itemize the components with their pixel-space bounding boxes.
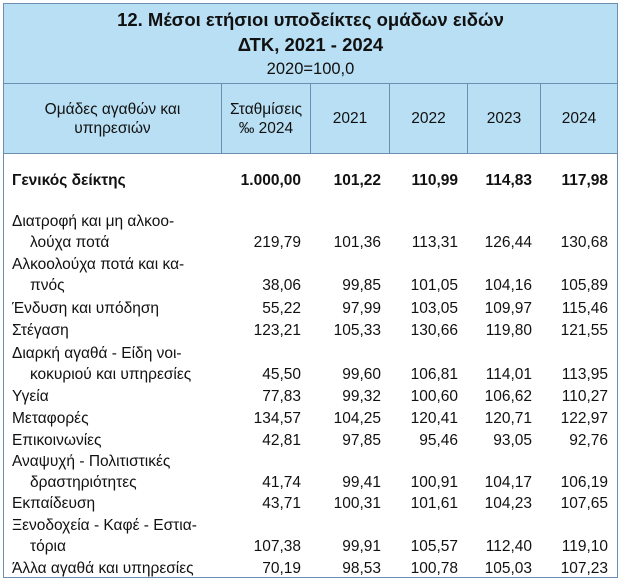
general-index-2021: 101,22 <box>333 172 381 189</box>
row-2022: 101,61 <box>410 495 458 512</box>
row-2024: 110,27 <box>561 388 608 405</box>
row-2024: 113,95 <box>561 366 608 383</box>
row-2023: 104,16 <box>484 277 532 294</box>
row-2023: 120,71 <box>484 410 532 427</box>
row-category-name <box>12 211 217 253</box>
header-2021: 2021 <box>311 84 390 154</box>
row-weight: 123,21 <box>253 322 301 339</box>
header-2024: 2024 <box>541 84 617 154</box>
row-2023: 104,23 <box>484 495 532 512</box>
row-2021: 101,36 <box>333 234 381 251</box>
row-category-name-line1: Εκπαίδευση <box>12 495 96 512</box>
row-2021: 105,33 <box>333 322 381 339</box>
row-2022: 100,60 <box>410 388 458 405</box>
row-2024: 92,76 <box>569 432 608 449</box>
row-category-name-line1: Αναψυχή - Πολιτιστικές <box>12 453 171 470</box>
row-weight: 42,81 <box>262 432 301 449</box>
row-weight: 43,71 <box>262 495 301 512</box>
row-2022: 130,66 <box>410 322 458 339</box>
row-2021: 97,99 <box>342 300 381 317</box>
row-2021: 99,32 <box>342 388 381 405</box>
row-category-name <box>12 515 217 557</box>
row-2022: 120,41 <box>410 410 458 427</box>
row-2021: 98,53 <box>342 560 381 577</box>
row-2023: 105,03 <box>484 560 532 577</box>
row-category-name <box>12 298 217 319</box>
header-2023: 2023 <box>468 84 541 154</box>
row-category-name <box>12 430 217 451</box>
header-category-label: Ομάδες αγαθών και υπηρεσιών <box>44 100 181 137</box>
row-weight: 77,83 <box>262 388 301 405</box>
row-2022: 105,57 <box>410 538 458 555</box>
row-category-name <box>12 493 217 514</box>
row-2024: 121,55 <box>560 322 608 339</box>
row-category-name <box>12 254 217 296</box>
row-category-name-line1: Άλλα αγαθά και υπηρεσίες <box>12 560 194 577</box>
row-2021: 99,41 <box>342 474 381 491</box>
row-2021: 97,85 <box>342 432 381 449</box>
row-category-name-line1: Αλκοολούχα ποτά και κα- <box>12 256 185 273</box>
row-2021: 99,91 <box>342 538 381 555</box>
row-weight: 38,06 <box>262 277 301 294</box>
general-index-name: Γενικός δείκτης <box>12 172 126 189</box>
row-2023: 119,80 <box>485 322 532 339</box>
header-category <box>4 84 222 154</box>
row-2023: 104,17 <box>484 474 532 491</box>
row-2022: 100,78 <box>410 560 458 577</box>
row-2022: 95,46 <box>419 432 458 449</box>
table-subtitle: ΔΤΚ, 2021 - 2024 <box>237 34 384 55</box>
row-2024: 119,10 <box>561 538 608 555</box>
row-2024: 107,23 <box>560 560 608 577</box>
general-index-2023: 114,83 <box>485 172 532 189</box>
row-2023: 93,05 <box>493 432 532 449</box>
table-title: 12. Μέσοι ετήσιοι υποδείκτες ομάδων ειδών <box>117 9 504 30</box>
row-2023: 126,44 <box>484 234 532 251</box>
general-index-2022: 110,99 <box>411 172 458 189</box>
row-category-name-line1: Διαρκή αγαθά - Είδη νοι- <box>12 345 182 362</box>
row-category-name <box>12 343 217 385</box>
index-table <box>3 3 618 578</box>
row-category-name <box>12 451 217 493</box>
row-weight: 219,79 <box>253 234 301 251</box>
row-2024: 115,46 <box>561 300 608 317</box>
row-category-name <box>12 320 217 341</box>
row-category-name-line1: Ένδυση και υπόδηση <box>12 300 160 317</box>
row-weight: 45,50 <box>262 366 301 383</box>
row-2021: 99,85 <box>342 277 381 294</box>
row-2022: 103,05 <box>410 300 458 317</box>
row-2022: 100,91 <box>410 474 458 491</box>
row-category-name <box>12 408 217 429</box>
header-weights-label: Σταθμίσεις ‰ 2024 <box>229 100 303 137</box>
row-2023: 114,01 <box>485 366 532 383</box>
row-category-name <box>12 386 217 407</box>
row-category-name-line1: Επικοινωνίες <box>12 432 102 449</box>
row-category-name-line1: Υγεία <box>12 388 49 405</box>
row-weight: 41,74 <box>262 474 301 491</box>
row-2024: 105,89 <box>560 277 608 294</box>
row-category-name-line1: Στέγαση <box>12 322 69 339</box>
row-2021: 99,60 <box>342 366 381 383</box>
header-weights <box>222 84 311 154</box>
row-category-name-line2: κοκυριού και υπηρεσίες <box>30 366 192 383</box>
row-category-name-line1: Διατροφή και μη αλκοο- <box>12 213 175 230</box>
row-weight: 134,57 <box>253 410 301 427</box>
row-2024: 107,65 <box>560 495 608 512</box>
row-weight: 107,38 <box>253 538 301 555</box>
base-year-note: 2020=100,0 <box>266 60 355 78</box>
general-index-2024: 117,98 <box>561 172 608 189</box>
header-2022: 2022 <box>390 84 468 154</box>
row-weight: 70,19 <box>262 560 301 577</box>
row-2024: 122,97 <box>560 410 608 427</box>
row-category-name-line2: πνός <box>30 277 65 294</box>
row-2021: 104,25 <box>333 410 381 427</box>
row-category-name-line2: τόρια <box>30 538 66 555</box>
row-category-name-line2: δραστηριότητες <box>30 474 137 491</box>
row-weight: 55,22 <box>262 300 301 317</box>
table-title-block <box>4 4 617 84</box>
row-2023: 109,97 <box>484 300 532 317</box>
row-2024: 106,19 <box>560 474 608 491</box>
row-2021: 100,31 <box>333 495 381 512</box>
general-index-weight: 1.000,00 <box>240 172 301 189</box>
row-2022: 113,31 <box>411 234 458 251</box>
row-category-name-line1: Ξενοδοχεία - Καφέ - Εστια- <box>12 517 197 534</box>
row-2024: 130,68 <box>560 234 608 251</box>
row-2022: 106,81 <box>410 366 458 383</box>
row-category-name <box>12 558 217 579</box>
row-2023: 112,40 <box>485 538 532 555</box>
row-2023: 106,62 <box>484 388 532 405</box>
row-category-name-line2: λούχα ποτά <box>30 234 110 251</box>
row-2022: 101,05 <box>410 277 458 294</box>
row-category-name-line1: Μεταφορές <box>12 410 89 427</box>
